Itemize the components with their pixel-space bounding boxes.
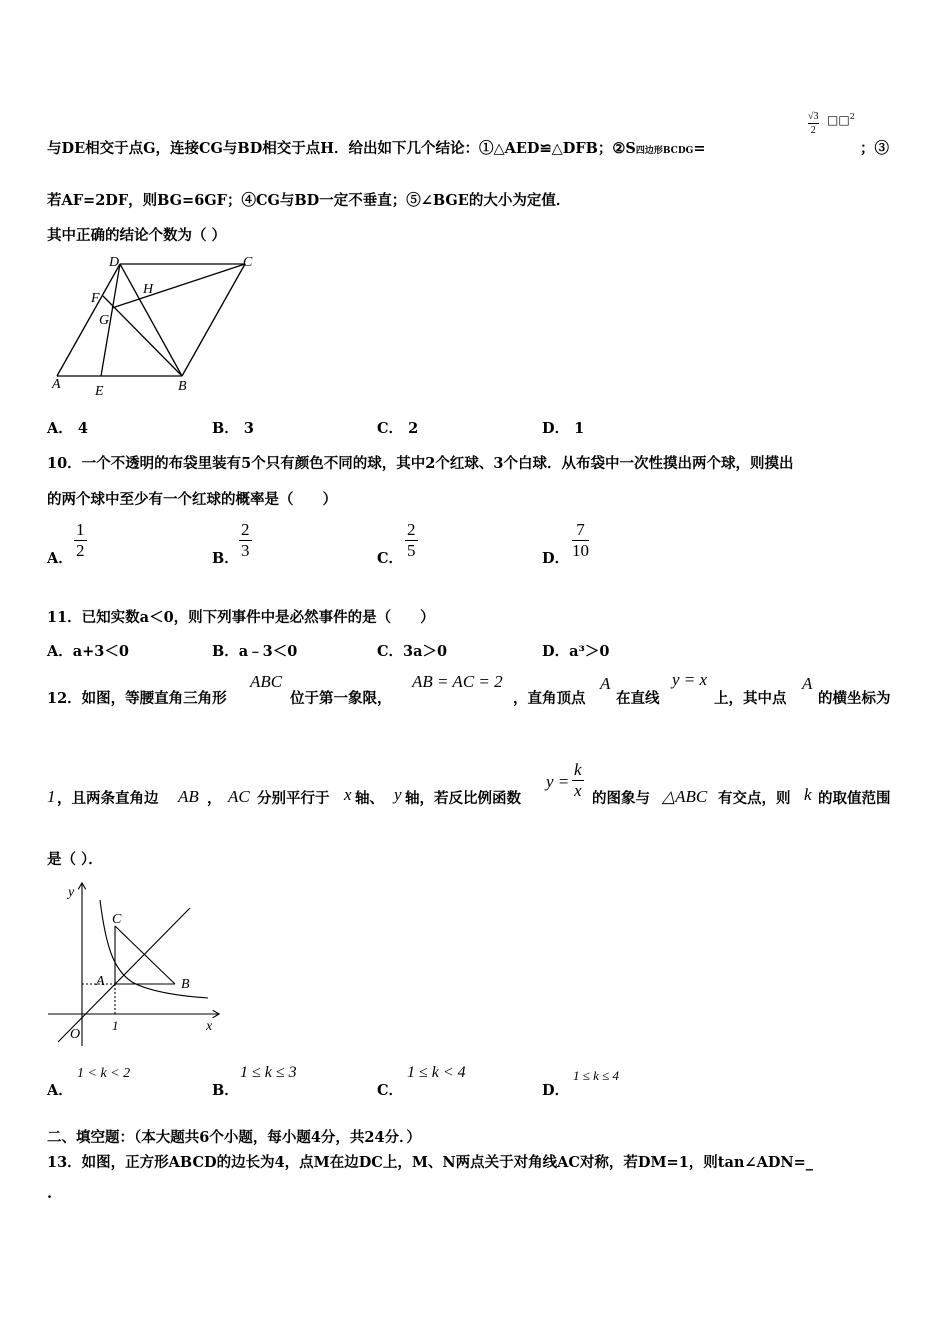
q12-text-3: ，直角顶点 xyxy=(513,690,586,707)
q12-math-ab: AB xyxy=(178,787,199,806)
q12-math-a1: A xyxy=(600,674,611,693)
q12-math-k: k xyxy=(804,785,812,804)
label-f: F xyxy=(91,291,100,306)
q12-option-a[interactable]: A． xyxy=(47,1082,73,1099)
q12-text-11: 轴，若反比例函数 xyxy=(405,790,521,807)
q9-option-c[interactable]: C． 2 xyxy=(377,420,419,437)
q12-text-10: 轴、 xyxy=(355,790,384,807)
q10-option-a[interactable]: A． xyxy=(47,550,73,567)
q11-option-b[interactable]: B．a﹣3＜0 xyxy=(212,643,298,660)
q9-tail-sup: 2 xyxy=(849,112,855,121)
q12-math-a2: A xyxy=(802,674,813,693)
q9-tail xyxy=(827,112,855,127)
label-o: O xyxy=(70,1027,81,1042)
q12-option-b-math: 1 ≤ k ≤ 3 xyxy=(240,1064,297,1081)
q12-text-2: 位于第一象限， xyxy=(290,690,392,707)
q12-math-x: x xyxy=(344,785,352,804)
q11-option-c[interactable]: C．3a＞0 xyxy=(377,643,448,660)
q10-option-b-fraction: $\frac{2}{3}$ xyxy=(241,520,250,560)
q12-math-triangle: △ABC xyxy=(662,787,708,806)
q9-sqrt3-fraction xyxy=(808,110,819,137)
q10-option-a-fraction: $\frac{1}{2}$ xyxy=(76,520,85,560)
q12-text-7: ，且两条直角边 xyxy=(57,790,159,807)
q12-option-b[interactable]: B． xyxy=(212,1082,239,1099)
q11-line1: 11．已知实数a＜0，则下列事件中是必然事件的是（ ） xyxy=(47,609,435,626)
q9-tail-boxes: □□ xyxy=(827,113,850,127)
label-a: A xyxy=(52,377,61,392)
q12-math-k-over-x: $\frac{k}{x}$ xyxy=(574,760,582,800)
label-g: G xyxy=(99,313,110,328)
q12-text-4: 在直线 xyxy=(616,690,660,707)
label-b: B xyxy=(181,977,190,992)
diag-db xyxy=(120,264,182,376)
q12-text-9: 分别平行于 xyxy=(257,790,330,807)
q12-math-ac: AC xyxy=(228,787,250,806)
q12-math-ab-ac: AB = AC = 2 xyxy=(412,672,503,691)
q11-option-a[interactable]: A．a+3＜0 xyxy=(47,643,129,660)
q12-math-y-eq: y = xyxy=(546,772,570,791)
side-cb xyxy=(182,264,245,376)
q12-text-5: 上，其中点 xyxy=(714,690,787,707)
q13-line1: 13．如图，正方形ABCD的边长为4，点M在边DC上，M、N两点关于对角线AC对称，若DM=1，则tan∠ADN=_ xyxy=(47,1154,814,1171)
label-one: 1 xyxy=(112,1018,119,1033)
q10-line1: 10．一个不透明的布袋里装有5个只有颜色不同的球，其中2个红球、3个白球．从布袋中一次性摸出两个球，则摸出 xyxy=(47,455,794,472)
q10-line2: 的两个球中至少有一个红球的概率是（ ） xyxy=(47,491,337,508)
q12-text-1: 12．如图，等腰直角三角形 xyxy=(47,690,227,707)
q10-option-d[interactable]: D． xyxy=(542,550,570,567)
q9-frac-num: √3 xyxy=(808,111,819,122)
q9-parallelogram-figure xyxy=(45,250,270,400)
q12-option-c[interactable]: C． xyxy=(377,1082,404,1099)
q9-line1-text: 与DE相交于点G，连接CG与BD相交于点H．给出如下几个结论：①△AED≌△DFB；②S xyxy=(47,140,636,157)
label-y: y xyxy=(68,885,75,900)
q9-frac-den: 2 xyxy=(810,125,816,136)
q9-line3: 其中正确的结论个数为（ ） xyxy=(47,227,227,244)
q9-line1-end: ；③ xyxy=(860,140,889,157)
q9-option-a[interactable]: A． 4 xyxy=(47,420,88,437)
q12-line3: 是（ ）． xyxy=(47,851,103,868)
label-d: D xyxy=(109,255,120,270)
q9-option-d[interactable]: D． 1 xyxy=(542,420,585,437)
label-a: A xyxy=(96,974,105,989)
q9-area-subscript: 四边形BCDG xyxy=(635,146,694,156)
q12-option-d[interactable]: D． xyxy=(542,1082,570,1099)
label-c: C xyxy=(243,255,253,270)
q9-line1 xyxy=(47,137,705,158)
q12-option-c-math: 1 ≤ k < 4 xyxy=(407,1064,466,1081)
q9-option-b[interactable]: B． 3 xyxy=(212,420,254,437)
q12-option-a-math: 1 < k < 2 xyxy=(77,1066,131,1081)
q12-math-1: 1 xyxy=(47,787,56,806)
q10-option-b[interactable]: B． xyxy=(212,550,239,567)
label-c: C xyxy=(112,912,122,927)
q12-text-13: 有交点，则 xyxy=(718,790,791,807)
q10-option-c[interactable]: C． xyxy=(377,550,404,567)
q9-area-equals: = xyxy=(693,140,706,157)
q9-line2: 若AF=2DF，则BG=6GF；④CG与BD一定不垂直；⑤∠BGE的大小为定值． xyxy=(47,192,571,209)
q12-text-6: 的横坐标为 xyxy=(818,690,891,707)
label-x: x xyxy=(206,1019,213,1034)
section-2-heading: 二、填空题：（本大题共6个小题，每小题4分，共24分．） xyxy=(47,1129,421,1146)
q12-text-14: 的取值范围 xyxy=(818,790,891,807)
q12-text-8: ， xyxy=(207,790,222,807)
q12-option-d-math: 1 ≤ k ≤ 4 xyxy=(573,1068,620,1083)
q13-line2: . xyxy=(47,1185,53,1202)
label-e: E xyxy=(95,384,104,399)
q10-option-d-fraction: $\frac{7}{10}$ xyxy=(572,520,589,560)
q12-math-y: y xyxy=(394,785,402,804)
q11-option-d[interactable]: D．a³＞0 xyxy=(542,643,610,660)
q12-coordinate-figure xyxy=(40,878,230,1048)
label-b: B xyxy=(178,379,187,394)
q12-math-yx: y = x xyxy=(672,670,708,689)
label-h: H xyxy=(143,282,154,297)
q12-text-12: 的图象与 xyxy=(592,790,650,807)
seg-fb xyxy=(103,296,182,376)
q10-option-c-fraction: $\frac{2}{5}$ xyxy=(407,520,416,560)
q12-math-abc: ABC xyxy=(250,672,283,691)
